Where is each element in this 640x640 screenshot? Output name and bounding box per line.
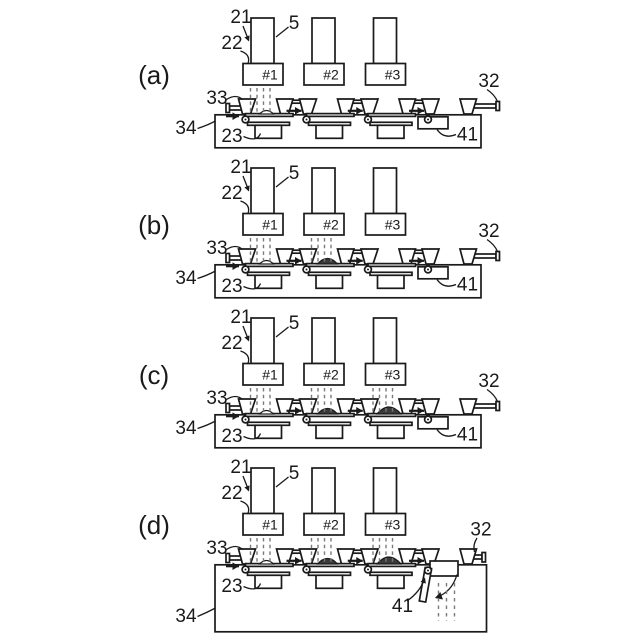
ref-label-n41: 41 bbox=[456, 274, 479, 296]
panel-letter: (b) bbox=[138, 210, 170, 240]
pivot-dot bbox=[367, 419, 369, 421]
guide-trapezoid-left bbox=[422, 399, 439, 414]
ref-label-n33: 33 bbox=[206, 388, 228, 409]
guide-trapezoid-left bbox=[239, 549, 256, 564]
ref-label-n5: 5 bbox=[288, 13, 300, 34]
carrier-plate bbox=[307, 114, 355, 117]
cup-body bbox=[378, 575, 405, 588]
ref-label-n23: 23 bbox=[221, 576, 243, 597]
guide-trapezoid-right bbox=[460, 99, 477, 114]
ref-label-n22: 22 bbox=[221, 483, 243, 504]
pivot-dot bbox=[427, 419, 429, 421]
leader-34 bbox=[198, 271, 216, 279]
nozzle-column-3 bbox=[374, 318, 397, 364]
transport-arrow-head bbox=[356, 407, 363, 415]
head-tag-1: #1 bbox=[262, 216, 278, 233]
guide-trapezoid-left bbox=[361, 399, 378, 414]
nozzle-column-2 bbox=[312, 168, 335, 214]
head-tag-3: #3 bbox=[384, 216, 401, 233]
material-mound bbox=[260, 561, 274, 565]
cup-body bbox=[378, 425, 405, 438]
panel-c bbox=[139, 307, 500, 448]
ref-label-n23: 23 bbox=[221, 426, 243, 447]
ref-label-n34: 34 bbox=[175, 268, 197, 289]
pivot-dot bbox=[245, 269, 247, 271]
guide-trapezoid-left bbox=[361, 249, 378, 264]
transport-arrow-head bbox=[295, 407, 302, 415]
leader-5 bbox=[276, 177, 289, 187]
nozzle-column-1 bbox=[251, 18, 274, 64]
nozzle-column-2 bbox=[312, 318, 335, 364]
nozzle-column-3 bbox=[374, 18, 397, 64]
transport-arrow-head bbox=[295, 107, 302, 115]
pivot-dot bbox=[427, 119, 429, 121]
ref-label-n22: 22 bbox=[221, 33, 243, 54]
discharge-flap bbox=[418, 417, 448, 429]
pivot-dot bbox=[306, 269, 308, 271]
ref-label-n21: 21 bbox=[230, 157, 252, 178]
cup-body bbox=[316, 575, 343, 588]
discharge-flap bbox=[418, 267, 448, 279]
guide-trapezoid-left bbox=[361, 99, 378, 114]
head-tag-3: #3 bbox=[384, 366, 401, 383]
pin-right-cap bbox=[496, 102, 500, 111]
ref-label-n41: 41 bbox=[456, 424, 479, 446]
ref-label-n33: 33 bbox=[206, 238, 228, 259]
ref-label-n34: 34 bbox=[175, 118, 197, 139]
pivot-dot bbox=[306, 119, 308, 121]
nozzle-column-2 bbox=[312, 468, 335, 514]
panel-d bbox=[138, 457, 491, 632]
transport-arrow-head bbox=[295, 257, 302, 265]
ref-label-n34: 34 bbox=[175, 606, 197, 627]
material-mound bbox=[260, 411, 274, 415]
cup-body bbox=[378, 275, 405, 288]
pivot-dot bbox=[306, 419, 308, 421]
leader-34 bbox=[198, 121, 216, 129]
head-tag-3: #3 bbox=[384, 516, 401, 533]
ref-label-n5: 5 bbox=[288, 313, 300, 334]
leader-5 bbox=[276, 477, 289, 487]
panel-letter: (c) bbox=[138, 360, 170, 390]
guide-trapezoid-left bbox=[300, 249, 317, 264]
ref-label-n21: 21 bbox=[230, 307, 252, 328]
pin-right-cap bbox=[496, 402, 500, 411]
pivot-dot bbox=[367, 569, 369, 571]
leader-34 bbox=[198, 421, 216, 429]
guide-trapezoid-right bbox=[460, 249, 477, 264]
ref-label-n32: 32 bbox=[478, 371, 500, 392]
ref-label-n32: 32 bbox=[478, 71, 500, 92]
ref-label-n21: 21 bbox=[230, 7, 252, 28]
head-tag-1: #1 bbox=[262, 516, 278, 533]
leader-34 bbox=[198, 608, 216, 617]
pin-right-cap bbox=[482, 553, 486, 563]
pivot-dot bbox=[367, 269, 369, 271]
material-mound bbox=[260, 261, 274, 265]
transport-arrow-head bbox=[356, 257, 363, 265]
ref-label-n41: 41 bbox=[391, 596, 414, 617]
pin-right-cap bbox=[496, 252, 500, 261]
material-mound bbox=[377, 557, 401, 564]
pivot-dot bbox=[245, 419, 247, 421]
material-mound bbox=[318, 409, 338, 415]
ref-label-n32: 32 bbox=[470, 519, 492, 541]
leader-5 bbox=[276, 327, 289, 337]
nozzle-column-1 bbox=[251, 168, 274, 214]
panel-b bbox=[138, 157, 499, 298]
transport-arrow-head bbox=[356, 107, 363, 115]
transport-arrow-head bbox=[356, 557, 363, 565]
ref-label-n41: 41 bbox=[456, 124, 479, 146]
ref-label-n5: 5 bbox=[288, 463, 300, 484]
ref-label-n33: 33 bbox=[206, 88, 228, 109]
guide-trapezoid-left bbox=[361, 549, 378, 564]
head-tag-1: #1 bbox=[262, 66, 278, 83]
head-tag-2: #2 bbox=[323, 516, 339, 533]
transport-arrow-head bbox=[418, 557, 425, 565]
ref-label-n33: 33 bbox=[206, 538, 228, 559]
head-tag-2: #2 bbox=[323, 66, 339, 83]
material-mound bbox=[377, 407, 401, 414]
material-mound bbox=[318, 559, 338, 565]
head-tag-2: #2 bbox=[323, 216, 339, 233]
transport-arrow-head bbox=[418, 257, 425, 265]
ref-label-n34: 34 bbox=[175, 418, 197, 439]
guide-trapezoid-right bbox=[460, 399, 477, 414]
guide-trapezoid-left bbox=[300, 399, 317, 414]
pivot-dot bbox=[306, 569, 308, 571]
cup-body bbox=[316, 425, 343, 438]
nozzle-column-2 bbox=[312, 18, 335, 64]
head-tag-2: #2 bbox=[323, 366, 339, 383]
pivot-dot bbox=[427, 269, 429, 271]
ref-label-n21: 21 bbox=[230, 457, 252, 478]
nozzle-column-3 bbox=[374, 468, 397, 514]
pivot-dot bbox=[245, 119, 247, 121]
transport-arrow-head bbox=[295, 557, 302, 565]
carrier-plate bbox=[368, 114, 416, 117]
head-tag-3: #3 bbox=[384, 66, 401, 83]
pivot-dot bbox=[245, 569, 247, 571]
ref-label-n22: 22 bbox=[221, 183, 243, 204]
guide-trapezoid-left bbox=[422, 249, 439, 264]
nozzle-column-1 bbox=[251, 468, 274, 514]
cup-body bbox=[316, 125, 343, 138]
guide-trapezoid-left bbox=[239, 249, 256, 264]
transport-arrow-head bbox=[418, 107, 425, 115]
material-mound bbox=[260, 111, 274, 115]
ref-label-n23: 23 bbox=[221, 276, 243, 297]
pivot-dot bbox=[367, 119, 369, 121]
guide-trapezoid-left bbox=[422, 99, 439, 114]
nozzle-column-3 bbox=[374, 168, 397, 214]
panel-letter: (d) bbox=[138, 510, 170, 540]
ref-label-n32: 32 bbox=[478, 221, 500, 242]
ref-label-n23: 23 bbox=[221, 126, 243, 147]
guide-trapezoid-left bbox=[300, 549, 317, 564]
carrier-plate bbox=[368, 264, 416, 267]
pivot-dot bbox=[427, 570, 429, 572]
panel-a bbox=[138, 7, 499, 148]
guide-trapezoid-left bbox=[300, 99, 317, 114]
discharge-flap bbox=[418, 117, 448, 129]
ref-label-n22: 22 bbox=[221, 333, 243, 354]
cup-body bbox=[378, 125, 405, 138]
guide-trapezoid-left bbox=[239, 399, 256, 414]
head-tag-1: #1 bbox=[262, 366, 278, 383]
panel-letter: (a) bbox=[138, 60, 170, 90]
material-mound bbox=[318, 259, 338, 265]
guide-trapezoid-left bbox=[239, 99, 256, 114]
cup-body bbox=[316, 275, 343, 288]
flap-holder bbox=[430, 561, 458, 576]
nozzle-column-1 bbox=[251, 318, 274, 364]
ref-label-n5: 5 bbox=[288, 163, 300, 184]
leader-5 bbox=[276, 27, 289, 37]
transport-arrow-head bbox=[418, 407, 425, 415]
